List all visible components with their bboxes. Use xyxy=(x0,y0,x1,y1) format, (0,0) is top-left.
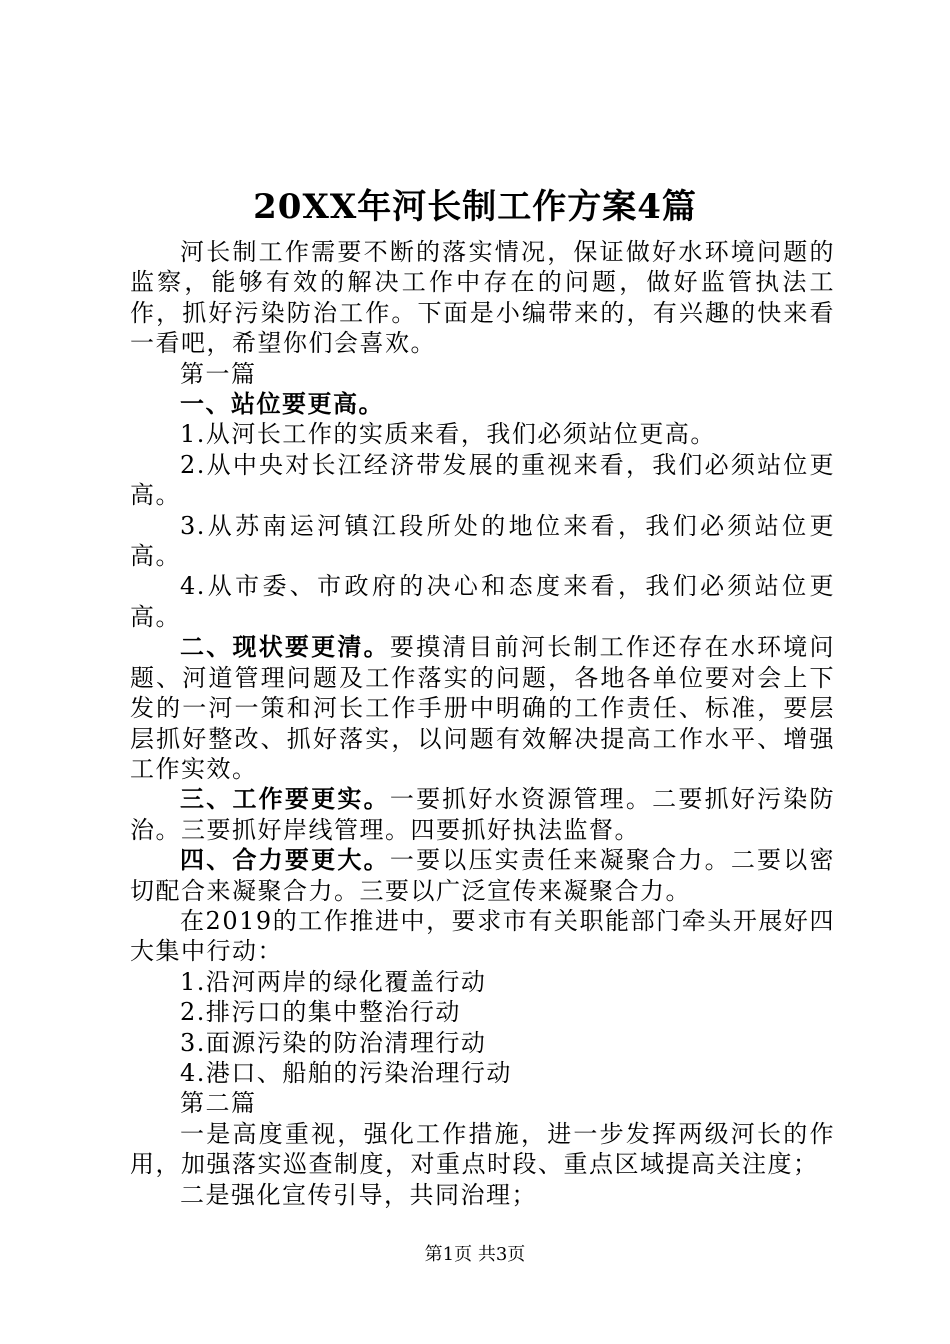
section-heading: 四、合力要更大。 xyxy=(180,845,390,875)
section-text: 一要以压实责任来凝聚合力。二要以密切配合来凝聚合力。三要以广泛宣传来凝聚合力。 xyxy=(130,846,836,905)
intro-paragraph: 河长制工作需要不断的落实情况，保证做好水环境问题的监察，能够有效的解决工作中存在的问题，做好监管执法工作，抓好污染防治工作。下面是小编带来的，有兴趣的快来看一看吧，希望你们会喜欢。 xyxy=(130,238,835,358)
body-paragraph: 一是高度重视，强化工作措施，进一步发挥两级河长的作用，加强落实巡查制度，对重点时段、重点区域提高关注度； xyxy=(130,1119,835,1179)
section-paragraph xyxy=(130,632,835,784)
list-item: 4.从市委、市政府的决心和态度来看，我们必须站位更高。 xyxy=(130,572,835,631)
document-body xyxy=(130,237,835,1210)
list-item: 1.从河长工作的实质来看，我们必须站位更高。 xyxy=(180,420,716,449)
actions-intro: 在2019的工作推进中，要求市有关职能部门牵头开展好四大集中行动： xyxy=(130,906,835,966)
list-item: 2.排污口的集中整治行动 xyxy=(180,998,461,1027)
part-label: 第一篇 xyxy=(180,359,257,388)
list-item: 1.沿河两岸的绿化覆盖行动 xyxy=(180,967,487,996)
section-paragraph xyxy=(130,845,835,906)
list-item: 3.从苏南运河镇江段所处的地位来看，我们必须站位更高。 xyxy=(130,511,835,571)
section-heading: 一、站位要更高。 xyxy=(180,389,384,419)
list-item: 3.面源污染的防治清理行动 xyxy=(180,1028,487,1057)
body-paragraph: 二是强化宣传引导，共同治理； xyxy=(180,1180,537,1209)
page-footer: 第1页 共3页 xyxy=(424,1244,526,1265)
document-title: 20XX年河长制工作方案4篇 xyxy=(253,187,697,227)
section-paragraph xyxy=(130,784,835,845)
section-text: 要摸清目前河长制工作还存在水环境问题、河道管理问题及工作落实的问题，各地各单位要对会上下发的一河一策和河长工作手册中明确的工作责任、标准，要层层抓好整改、抓好落实，以问题有效解决提高工作水平、增强工作实效。 xyxy=(130,633,836,783)
section-heading: 二、现状要更清。 xyxy=(180,632,390,662)
list-item: 4.港口、船舶的污染治理行动 xyxy=(180,1058,512,1087)
part-label: 第二篇 xyxy=(180,1089,257,1118)
section-text: 一要抓好水资源管理。二要抓好污染防治。三要抓好岸线管理。四要抓好执法监督。 xyxy=(130,785,836,844)
section-heading: 三、工作要更实。 xyxy=(180,784,390,814)
list-item: 2.从中央对长江经济带发展的重视来看，我们必须站位更高。 xyxy=(130,450,835,510)
